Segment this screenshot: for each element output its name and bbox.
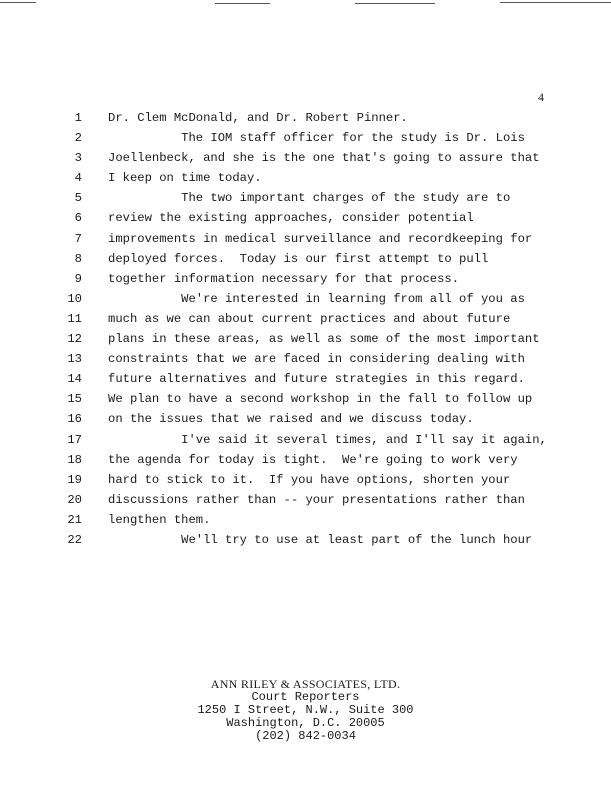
- transcript-line: [0, 490, 611, 510]
- line-number: 21: [67, 512, 82, 527]
- line-text: discussions rather than -- your presentations rather than: [108, 492, 525, 507]
- line-text: The IOM staff officer for the study is Dr. Lois: [108, 131, 525, 146]
- firm-subtitle: Court Reporters: [251, 690, 360, 704]
- transcript-line: [0, 249, 611, 269]
- transcript-line: [0, 369, 611, 389]
- transcript-line: [0, 269, 611, 289]
- line-text: The two important charges of the study are to: [108, 191, 511, 206]
- transcript-line: [0, 349, 611, 369]
- firm-phone: (202) 842-0034: [255, 729, 356, 743]
- line-number: 9: [74, 271, 82, 286]
- transcript-line: [0, 450, 611, 470]
- transcript-line: [0, 289, 611, 309]
- transcript-line: [0, 470, 611, 490]
- transcript-line: [0, 430, 611, 450]
- line-text: improvements in medical surveillance and recordkeeping for: [108, 231, 533, 246]
- line-number: 1: [74, 111, 82, 125]
- scan-artifact-line: [355, 3, 435, 4]
- line-text: on the issues that we raised and we discuss today.: [108, 412, 474, 427]
- line-number: 17: [67, 432, 82, 447]
- transcript-line: [0, 530, 611, 550]
- line-text: deployed forces. Today is our first attempt to pull: [108, 251, 489, 266]
- line-number: 16: [67, 412, 82, 427]
- line-number: 20: [67, 492, 82, 507]
- transcript-line: [0, 168, 611, 188]
- line-number: 2: [74, 131, 82, 146]
- page-number: 4: [538, 90, 544, 104]
- line-number: 6: [74, 211, 82, 226]
- scan-artifact-line: [500, 2, 611, 3]
- line-number: 10: [67, 291, 82, 306]
- line-text: Joellenbeck, and she is the one that's going to assure that: [108, 151, 540, 166]
- line-text: We're interested in learning from all of you as: [108, 291, 525, 306]
- line-text: future alternatives and future strategies in this regard.: [108, 372, 525, 387]
- line-number: 8: [74, 251, 82, 266]
- line-number: 18: [67, 452, 82, 467]
- line-number: 13: [67, 352, 82, 367]
- line-number: 19: [67, 472, 82, 487]
- transcript-body: [0, 108, 611, 550]
- transcript-line: [0, 128, 611, 148]
- line-text: I keep on time today.: [108, 171, 262, 186]
- transcript-line: [0, 329, 611, 349]
- line-text: Dr. Clem McDonald, and Dr. Robert Pinner.: [108, 111, 408, 125]
- line-text: We plan to have a second workshop in the fall to follow up: [108, 392, 533, 407]
- transcript-line: [0, 208, 611, 228]
- line-number: 11: [67, 311, 82, 326]
- transcript-line: [0, 510, 611, 530]
- firm-street-address: 1250 I Street, N.W., Suite 300: [197, 703, 414, 717]
- transcript-line: [0, 409, 611, 429]
- line-text: review the existing approaches, consider potential: [108, 211, 474, 226]
- transcript-line: [0, 188, 611, 208]
- transcript-line: [0, 108, 611, 128]
- line-text: plans in these areas, as well as some of the most important: [108, 332, 540, 347]
- line-number: 22: [67, 532, 82, 547]
- firm-city-address: Washington, D.C. 20005: [226, 716, 385, 730]
- line-number: 7: [74, 231, 82, 246]
- line-text: constraints that we are faced in considering dealing with: [108, 352, 525, 367]
- line-text: together information necessary for that process.: [108, 271, 460, 286]
- court-reporter-footer: [0, 678, 611, 743]
- line-text: lengthen them.: [108, 512, 211, 527]
- line-number: 5: [74, 191, 82, 206]
- scan-artifact-line: [0, 2, 36, 3]
- transcript-line: [0, 389, 611, 409]
- line-text: the agenda for today is tight. We're going to work very: [108, 452, 518, 467]
- line-text: I've said it several times, and I'll say it again,: [108, 432, 547, 447]
- line-number: 12: [67, 332, 82, 347]
- line-number: 3: [74, 151, 82, 166]
- firm-name: ANN RILEY & ASSOCIATES, LTD.: [210, 677, 401, 691]
- line-number: 15: [67, 392, 82, 407]
- transcript-line: [0, 309, 611, 329]
- line-text: hard to stick to it. If you have options, shorten your: [108, 472, 511, 487]
- line-number: 14: [67, 372, 82, 387]
- scan-artifact-line: [215, 3, 270, 4]
- transcript-line: [0, 148, 611, 168]
- line-text: We'll try to use at least part of the lunch hour: [108, 532, 533, 547]
- transcript-line: [0, 229, 611, 249]
- line-text: much as we can about current practices and about future: [108, 311, 511, 326]
- line-number: 4: [74, 171, 82, 186]
